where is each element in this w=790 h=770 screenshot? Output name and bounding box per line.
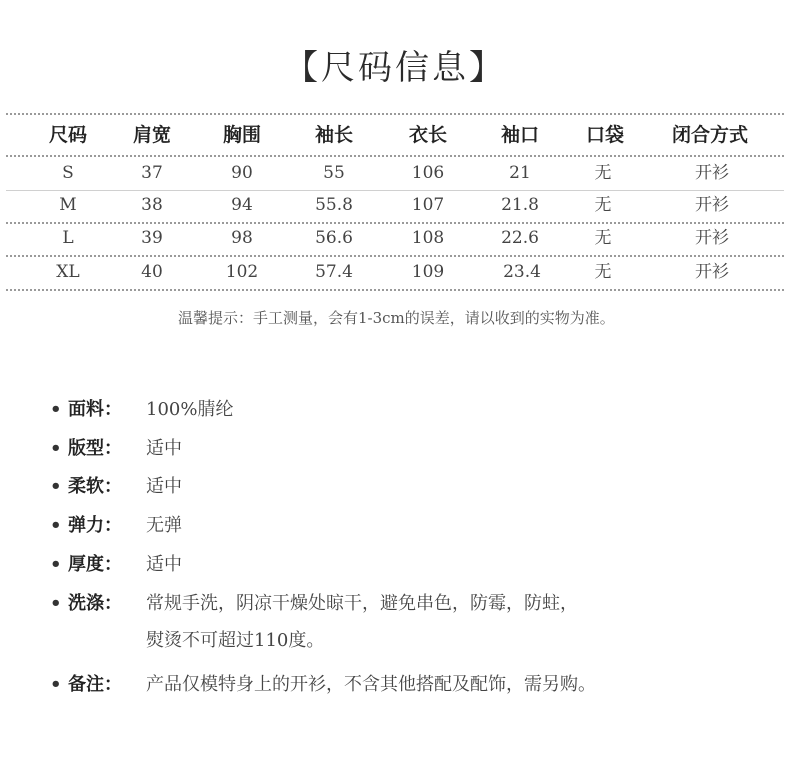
spec-value: 适中 <box>146 476 182 497</box>
bullet-icon: • <box>50 399 62 420</box>
cell-size: XL <box>56 262 80 282</box>
cell-length: 106 <box>411 163 445 183</box>
cell-sleeve-length: 55 <box>323 163 345 183</box>
cell-shoulder: 40 <box>141 262 163 282</box>
cell-length: 108 <box>411 228 445 248</box>
bullet-icon: • <box>50 438 62 459</box>
cell-sleeve-length: 55.8 <box>315 195 353 215</box>
cell-size: S <box>62 163 74 183</box>
spec-value-continued: 熨烫不可超过110度。 <box>146 630 325 651</box>
table-row <box>0 190 790 220</box>
spec-label: 版型： <box>68 438 122 459</box>
cell-pocket: 无 <box>594 195 612 215</box>
cell-closure: 开衫 <box>695 195 729 215</box>
bullet-icon: • <box>50 476 62 497</box>
spec-value: 适中 <box>146 438 182 459</box>
bullet-icon: • <box>50 554 62 575</box>
cell-sleeve-length: 57.4 <box>315 262 353 282</box>
cell-shoulder: 38 <box>141 195 163 215</box>
cell-cuff: 21 <box>509 163 531 183</box>
header-sleeve-length: 袖长 <box>314 124 354 146</box>
table-header-divider <box>6 155 784 157</box>
spec-label: 洗涤： <box>68 593 122 614</box>
cell-shoulder: 39 <box>141 228 163 248</box>
cell-pocket: 无 <box>594 262 612 282</box>
spec-value: 100%腈纶 <box>146 399 234 420</box>
cell-pocket: 无 <box>594 163 612 183</box>
table-top-divider <box>6 113 784 115</box>
cell-pocket: 无 <box>594 228 612 248</box>
table-row <box>0 158 790 188</box>
cell-size: M <box>59 195 77 215</box>
header-pocket: 口袋 <box>585 124 625 146</box>
cell-size: L <box>62 228 74 248</box>
table-bottom-divider <box>6 289 784 291</box>
cell-length: 107 <box>411 195 445 215</box>
measurement-tip: 温馨提示：手工测量，会有1-3cm的误差，请以收到的实物为准。 <box>178 309 615 327</box>
cell-closure: 开衫 <box>695 262 729 282</box>
bullet-icon: • <box>50 515 62 536</box>
spec-label: 弹力： <box>68 515 122 536</box>
table-row <box>0 223 790 253</box>
spec-value: 产品仅模特身上的开衫，不含其他搭配及配饰，需另购。 <box>146 674 596 695</box>
header-cuff: 袖口 <box>500 124 540 146</box>
cell-cuff: 23.4 <box>503 262 541 282</box>
cell-sleeve-length: 56.6 <box>315 228 353 248</box>
header-size: 尺码 <box>48 124 88 146</box>
header-chest: 胸围 <box>222 124 262 146</box>
cell-shoulder: 37 <box>141 163 163 183</box>
table-row <box>0 257 790 287</box>
spec-value: 适中 <box>146 554 182 575</box>
bullet-icon: • <box>50 674 62 695</box>
spec-value: 常规手洗，阴凉干燥处晾干，避免串色，防霉，防蛀， <box>146 593 578 614</box>
bullet-icon: • <box>50 593 62 614</box>
cell-closure: 开衫 <box>695 228 729 248</box>
table-header-row <box>0 120 790 150</box>
cell-cuff: 22.6 <box>501 228 539 248</box>
header-closure: 闭合方式 <box>671 124 749 146</box>
cell-chest: 98 <box>231 228 253 248</box>
cell-cuff: 21.8 <box>501 195 539 215</box>
spec-label: 备注： <box>68 674 122 695</box>
header-shoulder: 肩宽 <box>132 124 172 146</box>
spec-label: 面料： <box>68 399 122 420</box>
cell-chest: 94 <box>231 195 253 215</box>
spec-value: 无弹 <box>146 515 182 536</box>
header-length: 衣长 <box>408 124 448 146</box>
page-title: 【尺码信息】 <box>284 48 506 88</box>
spec-label: 柔软： <box>68 476 122 497</box>
cell-chest: 90 <box>231 163 253 183</box>
cell-chest: 102 <box>225 262 259 282</box>
cell-length: 109 <box>411 262 445 282</box>
cell-closure: 开衫 <box>695 163 729 183</box>
spec-label: 厚度： <box>68 554 122 575</box>
